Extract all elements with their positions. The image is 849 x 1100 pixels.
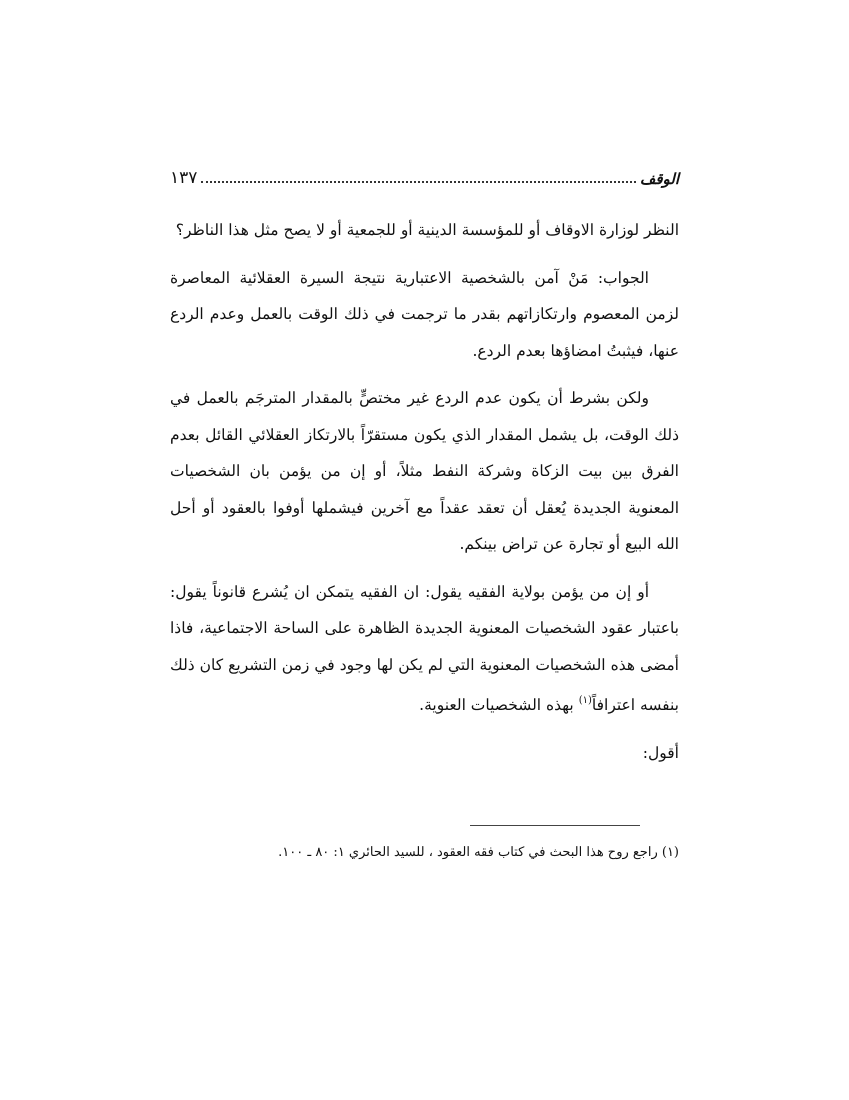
- footnote: (١) راجع روح هذا البحث في كتاب فقه العقود ، للسيد الحائري ١: ٨٠ ـ ١٠٠.: [278, 845, 679, 860]
- running-header: [170, 158, 679, 188]
- page-number: ١٣٧: [170, 168, 198, 188]
- closing-line: أقول:: [642, 743, 679, 762]
- paragraph-2: الجواب: مَنْ آمن بالشخصية الاعتبارية نتيجة السيرة العقلائية المعاصرة لزمن المعصوم وارتكازاتهم بقدر ما ترجمت في ذلك الوقت بالعمل وعدم الردع عنها، فيثبتُ امضاؤها بعدم الردع.: [170, 268, 679, 360]
- paragraph-4-tail: بهذه الشخصيات العنوية.: [419, 696, 579, 714]
- footnote-reference: (١): [578, 695, 592, 706]
- footnote-separator: [470, 825, 640, 826]
- header-dot-leader: [201, 180, 635, 183]
- paragraph-4: [170, 574, 679, 724]
- paragraph-1: النظر لوزارة الاوقاف أو للمؤسسة الدينية أو للجمعية أو لا يصح مثل هذا الناظر؟: [175, 221, 679, 239]
- main-text: [170, 212, 679, 782]
- paragraph-3: ولكن بشرط أن يكون عدم الردع غير مختصٍّ بالمقدار المترجَم بالعمل في ذلك الوقت، بل يشمل المقدار الذي يكون مستقرّاً بالارتكاز العقلائي القائل بعدم الفرق بين بيت الزكاة وشركة النفط مثلاً، أو إن من يؤمن بان الشخصيات المعنوية الجديدة يُعقل أن تعقد عقداً مع آخرين فيشملها أوفوا بالعقود أو أحل الله البيع أو تجارة عن تراض بينكم.: [170, 389, 679, 553]
- header-title: الوقف: [639, 170, 679, 188]
- paragraph-4-text: أو إن من يؤمن بولاية الفقيه يقول: ان الفقيه يتمكن ان يُشرع قانوناً يقول: باعتبار عقود الشخصيات المعنوية الجديدة الظاهرة على الساحة الاجتماعية، فاذا أمضى هذه الشخصيات المعنوية التي لم يكن لها وجود في زمن التشريع كان ذلك بنفسه اعترافاً: [170, 582, 679, 714]
